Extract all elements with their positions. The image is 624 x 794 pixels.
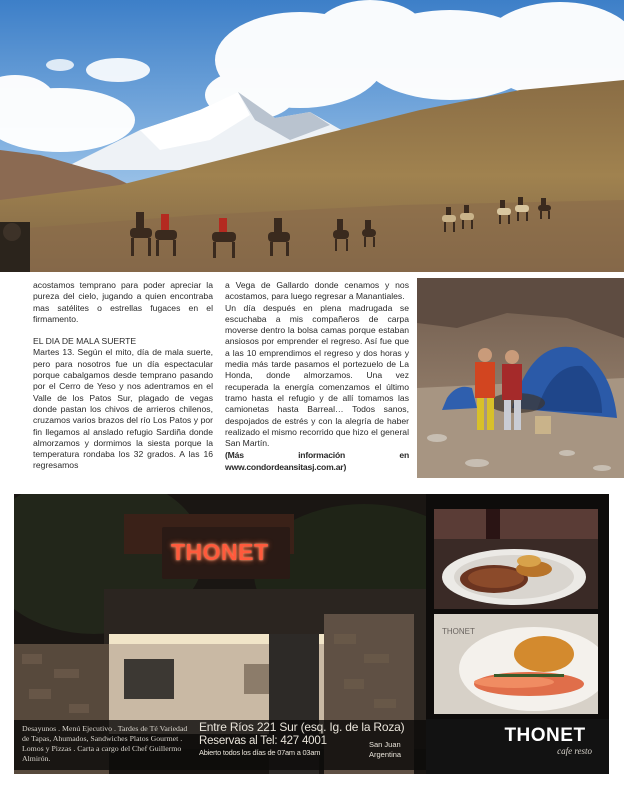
article-paragraph: acostamos temprano para poder apreciar la pureza del cielo, jugando a quien encontraba mas satélites o estrellas fugaces en el firmamento.: [33, 280, 213, 324]
opening-hours: Abierto todos los días de 07am a 03am: [199, 748, 321, 757]
salmon-dish-photo: [434, 614, 598, 714]
city-name: San Juan: [369, 740, 401, 749]
brand-name: THONET: [504, 725, 586, 746]
article-paragraph: Un día después en plena madrugada se escuchaba a mis compañeros de carpa moverse dentro la bolsa camas porque estaban ansiosos por emprender el regreso. Así fue que a las 10 emprendimos el regreso y dos horas y media más tarde pasamos el portezuelo de La Honda, donde almorzamos. Una vez recuperada la energía comenzamos el último tramo hasta el refugio y de allí tomamos las camionetas hasta Barreal… Todos sanos, despojados de estrés y con la alegría de haber realizado el mismo recorrido que hizo el general San Martín.: [225, 302, 409, 449]
article-left-column: [33, 280, 213, 472]
menu-services-text: Desayunos . Menú Ejecutivo . Tardes de Té Variedad de Tapas, Ahumados, Sandwiches Platos Gourmet . Lomos y Pizzas . Carta a cargo del Chef Guillermo Almirón.: [22, 724, 188, 763]
more-info-link-text: (Más información en www.condordeansitasj.com.ar): [225, 450, 409, 472]
thonet-advertisement: [14, 494, 609, 774]
thonet-logo: [490, 726, 600, 757]
brand-tagline: cafe resto: [557, 746, 592, 756]
country-name: Argentina: [369, 750, 402, 759]
location-text: [369, 740, 401, 760]
campsite-photo: [417, 278, 624, 478]
reservation-phone: Reservas al Tel: 427 4001: [199, 735, 327, 747]
svg-text:THONET: THONET: [442, 627, 475, 636]
thonet-neon-sign: THONET: [171, 539, 269, 565]
restaurant-address: Entre Ríos 221 Sur (esq. Ig. de la Roza): [199, 720, 405, 734]
section-heading: EL DIA DE MALA SUERTE: [33, 336, 137, 347]
article-paragraph: Martes 13. Según el mito, día de mala suerte, pero para nosotros fue un día espectacular porque cabalgamos desde temprano pasando por el Cerro de Yeso y nos adentramos en el Valle de los Patos Sur, plagado de vegas donde pastan los chivos de arrieros chilenos, cruzamos varios brazos del río Los Patos y por fin llegamos al anslado refugio Sardiña donde almorzamos y dormimos la siesta porque la temperatura rondaba los 32 grados. A las 16 regresamos: [33, 347, 213, 471]
article-middle-column: [225, 280, 409, 473]
steak-dish-photo: [434, 509, 598, 609]
mountain-horseback-photo: [0, 0, 624, 272]
article-paragraph: a Vega de Gallardo donde cenamos y nos acostamos, para luego regresar a Manantiales.: [225, 280, 409, 302]
